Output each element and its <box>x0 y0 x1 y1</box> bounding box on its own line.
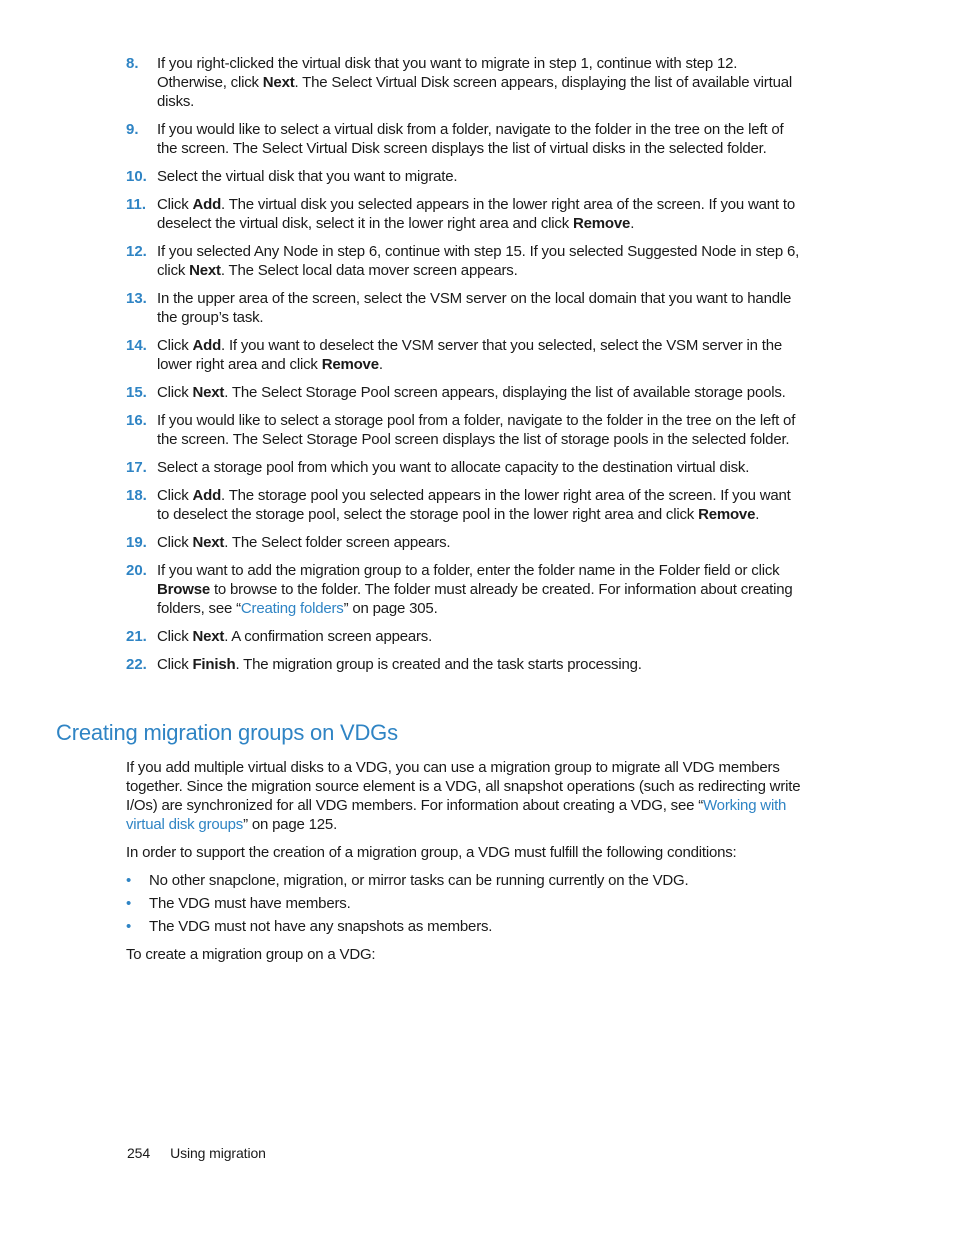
ui-control-name: Remove <box>698 506 756 523</box>
step-text-run: Click <box>157 487 193 504</box>
step-text <box>157 120 806 158</box>
step-text-run: . The Select folder screen appears. <box>224 534 451 551</box>
cross-reference-link[interactable]: Creating folders <box>240 600 344 617</box>
step-text-run: Click <box>157 384 193 401</box>
step-number: 11. <box>126 196 147 213</box>
ui-control-name: Next <box>192 384 225 401</box>
step-number: 17. <box>126 459 147 476</box>
closing-paragraph: To create a migration group on a VDG: <box>126 946 376 963</box>
step-text-run: In the upper area of the screen, select the VSM server on the local domain that you want to handle the group’s task. <box>157 290 792 326</box>
step-number: 15. <box>126 384 147 401</box>
step-text-run: to browse to the folder. The folder must already be created. For information about creating folders, see “ <box>157 581 793 617</box>
ui-control-name: Add <box>192 487 222 504</box>
step-text-run: If you selected Any Node in step 6, continue with step 15. If you selected Suggested Node in step 6, click <box>157 243 800 279</box>
step-text-run: If you want to add the migration group to a folder, enter the folder name in the Folder field or click <box>157 562 780 579</box>
step-text-run: . <box>378 356 383 373</box>
step-text-run: . <box>755 506 760 523</box>
step-number: 19. <box>126 534 147 551</box>
list-item <box>126 486 806 524</box>
step-text <box>157 54 806 111</box>
condition-text: No other snapclone, migration, or mirror tasks can be running currently on the VDG. <box>149 872 689 889</box>
step-number: 13. <box>126 290 147 307</box>
list-item <box>126 458 806 477</box>
conditions-list <box>126 871 806 936</box>
step-text-run: Click <box>157 628 193 645</box>
list-item <box>126 561 806 618</box>
bullet-icon: • <box>126 918 132 935</box>
ui-control-name: Next <box>262 74 295 91</box>
list-item <box>126 195 806 233</box>
ui-control-name: Next <box>192 628 225 645</box>
step-text-run: Click <box>157 196 193 213</box>
step-text-run: . The migration group is created and the task starts processing. <box>235 656 642 673</box>
step-text-run: Select the virtual disk that you want to migrate. <box>157 168 458 185</box>
list-item <box>126 242 806 280</box>
ui-control-name: Finish <box>192 656 236 673</box>
section-body <box>126 758 806 973</box>
step-text-run: Click <box>157 656 193 673</box>
step-text-run: If you would like to select a storage pool from a folder, navigate to the folder in the tree on the left of the screen. The Select Storage Pool screen displays the list of storage pools in the selected folder. <box>157 412 796 448</box>
condition-text: The VDG must not have any snapshots as members. <box>149 918 493 935</box>
step-number: 20. <box>126 562 147 579</box>
step-text <box>157 533 806 552</box>
step-text <box>157 242 806 280</box>
step-text <box>157 411 806 449</box>
list-item <box>126 655 806 674</box>
step-text <box>157 195 806 233</box>
ui-control-name: Add <box>192 337 222 354</box>
ui-control-name: Browse <box>157 581 210 598</box>
section-heading: Creating migration groups on VDGs <box>56 720 398 745</box>
step-number: 14. <box>126 337 147 354</box>
step-number: 10. <box>126 168 147 185</box>
step-text <box>157 655 806 674</box>
step-text <box>157 383 806 402</box>
step-number: 8. <box>126 55 139 72</box>
list-item <box>126 120 806 158</box>
list-item <box>126 383 806 402</box>
step-number: 12. <box>126 243 147 260</box>
step-text-run: . The Select Storage Pool screen appears, displaying the list of available storage pools. <box>224 384 786 401</box>
step-text <box>157 486 806 524</box>
step-text-run: . The Select local data mover screen appears. <box>220 262 518 279</box>
chapter-title: Using migration <box>170 1145 266 1161</box>
intro-text-after-link: ” on page 125. <box>243 816 338 833</box>
list-item <box>126 54 806 111</box>
step-text <box>157 561 806 618</box>
ui-control-name: Next <box>189 262 221 279</box>
list-item <box>126 533 806 552</box>
step-text-run: . A confirmation screen appears. <box>224 628 433 645</box>
list-item <box>126 871 806 890</box>
step-text <box>157 289 806 327</box>
step-text-run: If you would like to select a virtual disk from a folder, navigate to the folder in the tree on the left of the screen. The Select Virtual Disk screen displays the list of virtual disks in the selected folder. <box>157 121 784 157</box>
ui-control-name: Remove <box>321 356 379 373</box>
list-item <box>126 336 806 374</box>
step-text <box>157 458 806 477</box>
step-text <box>157 336 806 374</box>
list-item <box>126 289 806 327</box>
condition-text: The VDG must have members. <box>149 895 351 912</box>
conditions-intro-paragraph: In order to support the creation of a migration group, a VDG must fulfill the following conditions: <box>126 844 737 861</box>
list-item <box>126 167 806 186</box>
step-text-run: . <box>630 215 635 232</box>
working-with-vdg-link[interactable]: Working with virtual disk groups <box>126 797 787 833</box>
bullet-icon: • <box>126 895 132 912</box>
list-item <box>126 894 806 913</box>
bullet-icon: • <box>126 872 132 889</box>
ui-control-name: Remove <box>573 215 631 232</box>
list-item <box>126 627 806 646</box>
step-text <box>157 627 806 646</box>
step-number: 18. <box>126 487 147 504</box>
list-item <box>126 411 806 449</box>
page-number: 254 <box>127 1145 151 1161</box>
step-text-run: ” on page 305. <box>343 600 438 617</box>
step-number: 21. <box>126 628 147 645</box>
step-text-run: Click <box>157 534 193 551</box>
step-number: 16. <box>126 412 147 429</box>
intro-text-before-link: If you add multiple virtual disks to a VDG, you can use a migration group to migrate all VDG members together. Since the migration source element is a VDG, all snapshot operations (such as redirecting write I/Os) are synchronized for all VDG members. For information about creating a VDG, see “ <box>126 759 801 814</box>
step-text-run: Click <box>157 337 193 354</box>
step-text <box>157 167 806 186</box>
step-number: 22. <box>126 656 147 673</box>
step-text-run: . If you want to deselect the VSM server that you selected, select the VSM server in the lower right area and click <box>157 337 783 373</box>
step-number: 9. <box>126 121 139 138</box>
ui-control-name: Next <box>192 534 225 551</box>
procedure-steps <box>126 54 806 683</box>
step-text-run: If you right-clicked the virtual disk that you want to migrate in step 1, continue with step 12. Otherwise, click <box>157 55 738 91</box>
ui-control-name: Add <box>192 196 222 213</box>
step-text-run: Select a storage pool from which you want to allocate capacity to the destination virtual disk. <box>157 459 750 476</box>
step-text-run: . The virtual disk you selected appears in the lower right area of the screen. If you want to deselect the virtual disk, select it in the lower right area and click <box>157 196 795 232</box>
page-footer <box>127 1145 266 1161</box>
section-intro-paragraph <box>126 758 806 834</box>
step-text-run: . The Select Virtual Disk screen appears, displaying the list of available virtual disks. <box>157 74 792 110</box>
list-item <box>126 917 806 936</box>
step-text-run: . The storage pool you selected appears in the lower right area of the screen. If you want to deselect the storage pool, select the storage pool in the lower right area and click <box>157 487 791 523</box>
